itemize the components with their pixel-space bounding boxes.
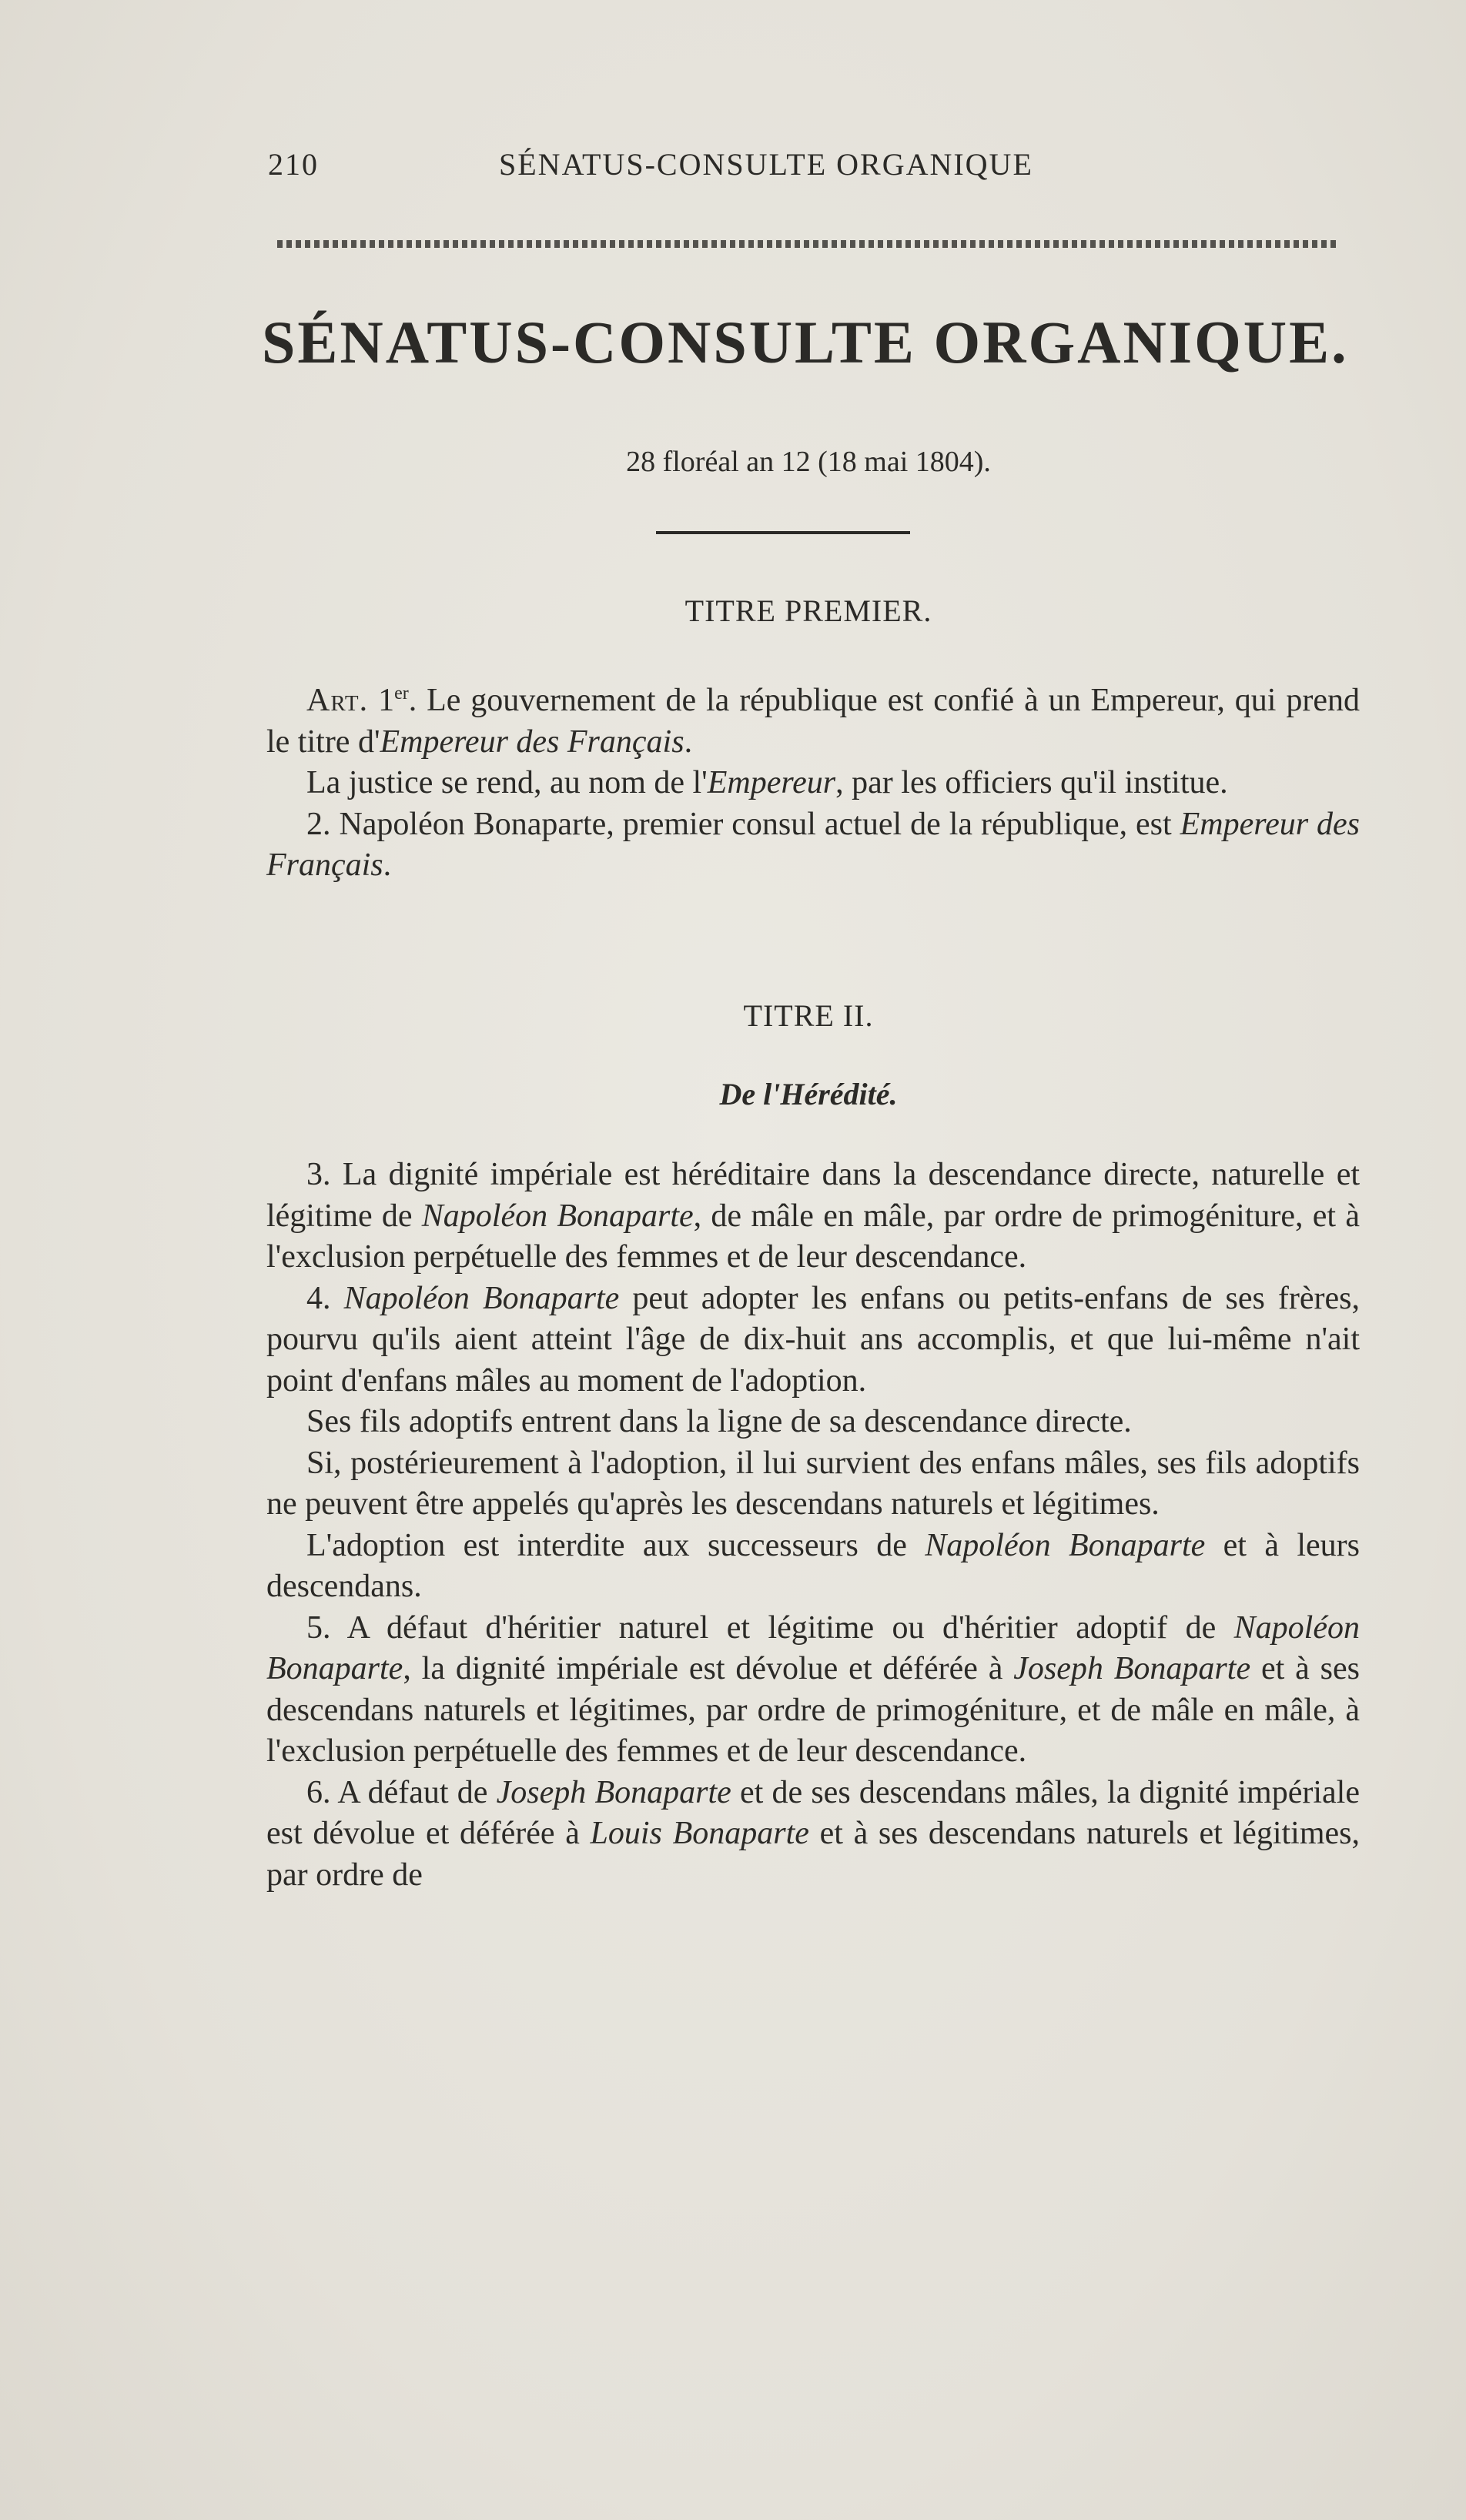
art3-b: , de mâle en mâle, par ordre de primogéniture, et à l'exclusion perpétuelle des femmes et de leur descendance. bbox=[266, 1198, 1360, 1275]
art6-a: 6. A défaut de bbox=[306, 1774, 497, 1810]
art1-num: 1 bbox=[378, 683, 395, 718]
page-number: 210 bbox=[268, 147, 319, 182]
art5-c: et à ses descendans naturels et légitimes, par ordre de primogéniture, et de mâle en mâle, à l'exclusion perpétuelle des femmes et de leur descendance. bbox=[266, 1651, 1360, 1769]
document-title: SÉNATUS-CONSULTE ORGANIQUE. bbox=[262, 309, 1349, 376]
art2-italic: Empereur des Français bbox=[266, 806, 1360, 883]
heredite-subheading: De l'Hérédité. bbox=[719, 1077, 898, 1111]
page-bottom-margin bbox=[231, 2201, 1309, 2263]
article-6 bbox=[266, 1773, 1360, 1897]
art1-sup: er bbox=[394, 683, 409, 704]
art6-italic-1: Joseph Bonaparte bbox=[496, 1774, 731, 1810]
art1-text-b: . bbox=[684, 724, 693, 760]
art6-c: et à ses descendans naturels et légitimes, par ordre de bbox=[266, 1816, 1360, 1893]
titre-ii-body bbox=[266, 1155, 1360, 1896]
titre-premier-heading: TITRE PREMIER. bbox=[684, 593, 932, 628]
art1-p2-italic: Empereur bbox=[707, 765, 836, 800]
ornamental-rule bbox=[277, 240, 1336, 248]
art1-p2-a: La justice se rend, au nom de l' bbox=[306, 765, 708, 800]
art4-p4-italic: Napoléon Bonaparte bbox=[925, 1527, 1206, 1563]
date-line: 28 floréal an 12 (18 mai 1804). bbox=[626, 446, 991, 478]
titre-ii-heading: TITRE II. bbox=[743, 998, 874, 1033]
article-5 bbox=[266, 1608, 1360, 1773]
art5-italic-2: Joseph Bonaparte bbox=[1013, 1651, 1251, 1686]
article-3 bbox=[266, 1155, 1360, 1278]
art3-italic: Napoléon Bonaparte bbox=[421, 1198, 694, 1234]
art5-a: 5. A défaut d'héritier naturel et légitime ou d'héritier adoptif de bbox=[306, 1609, 1234, 1646]
running-title: SÉNATUS-CONSULTE ORGANIQUE bbox=[499, 147, 1033, 182]
short-divider bbox=[656, 531, 910, 534]
art1-italic: Empereur des Français bbox=[380, 724, 684, 760]
article-4-para-4 bbox=[266, 1526, 1360, 1608]
art6-italic-2: Louis Bonaparte bbox=[590, 1816, 809, 1851]
article-4-para-2: Ses fils adoptifs entrent dans la ligne de sa descendance directe. bbox=[306, 1404, 1132, 1439]
art1-p2-b: , par les officiers qu'il institue. bbox=[835, 765, 1228, 800]
art4-num: 4. bbox=[306, 1280, 344, 1316]
art2-a: 2. Napoléon Bonaparte, premier consul actuel de la république, est bbox=[306, 806, 1180, 842]
article-1 bbox=[266, 680, 1360, 763]
art5-italic-1: Napoléon Bonaparte bbox=[266, 1609, 1360, 1686]
art6-b: et de ses descendans mâles, la dignité impériale est dévolue et déférée à bbox=[266, 1774, 1360, 1851]
art2-b: . bbox=[383, 847, 392, 883]
art5-b: , la dignité impériale est dévolue et déférée à bbox=[403, 1651, 1014, 1686]
page-header bbox=[268, 146, 1315, 192]
article-2 bbox=[266, 804, 1360, 887]
article-4-para-3: Si, postérieurement à l'adoption, il lui survient des enfans mâles, ses fils adoptifs ne peuvent être appelés qu'après les descendans naturels et légitimes. bbox=[266, 1445, 1360, 1522]
art1-label: Art. bbox=[306, 683, 369, 718]
art1-text-a: . Le gouvernement de la république est confié à un Empereur, qui prend le titre d' bbox=[266, 683, 1361, 760]
article-1-para-2 bbox=[266, 763, 1360, 804]
titre-premier-body bbox=[266, 680, 1360, 887]
art4-b: peut adopter les enfans ou petits-enfans de ses frères, pourvu qu'ils aient atteint l'âge de dix-huit ans accomplis, et que lui-même n'ait point d'enfans mâles au moment de l'adoption. bbox=[266, 1280, 1360, 1399]
article-4 bbox=[266, 1278, 1360, 1402]
art4-p4-a: L'adoption est interdite aux successeurs de bbox=[306, 1527, 925, 1563]
art3-a: 3. La dignité impériale est héréditaire dans la descendance directe, naturelle et légitime de bbox=[266, 1157, 1360, 1234]
art4-p4-b: et à leurs descendans. bbox=[266, 1527, 1360, 1604]
art4-italic: Napoléon Bonaparte bbox=[343, 1280, 620, 1316]
